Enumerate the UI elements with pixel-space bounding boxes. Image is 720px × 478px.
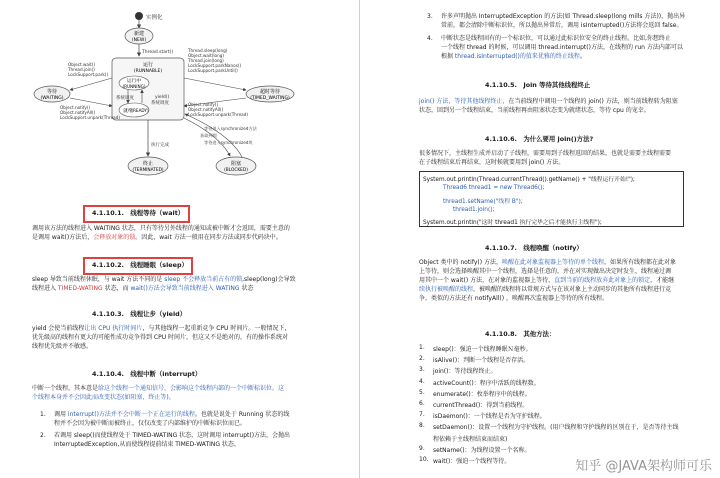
heading-notify: 4.1.10.7. 线程唤醒（notify） [485,244,583,252]
right-page [361,0,720,478]
label-from-wait-2: Object.notifyAll() [60,110,96,115]
para-interrupt-1: 中断一个线程，其本意是给这个线程一个通知信号，会影响这个线程内部的一个中断标识位。这 [32,385,285,392]
para-notify-1: Object 类中的 notify() 方法，唤醒在此对象监视器上等待的单个线程，如果所有线程都在此对象 [419,259,677,266]
code-line-4: thread1.join(); [453,207,495,213]
svg-text:运行: 运行 [142,62,154,68]
para-notify-2: 上等待，则会选择唤醒其中一个线程，选择是任意的，并在对实现做出决定时发生，线程通过调 [419,268,672,275]
para-sleep-2: 线程进入 TIMED-WATING 状态，而 wait()方法会导致当前线程进入 WATING 状态 [32,285,254,292]
svg-text:(READY): (READY) [131,108,149,113]
para-why-1: 很多情况下，主线程生成并启动了子线程，需要用到子线程返回的结果，也就是需要主线程需要 [419,150,672,157]
label-lock-wait: 等待进入synchronized方法 [204,126,257,131]
svg-text:运行中: 运行中 [126,79,142,84]
label-to-timed-4: LockSupport.parkNanos() [188,63,242,68]
code-line-3: thread1.setName("线程 B"); [443,199,523,205]
svg-text:(TERMINATED): (TERMINATED) [132,168,164,173]
heading-why-join: 4.1.10.6. 为什么要用 join()方法? [485,135,594,143]
svg-text:等待: 等待 [46,89,58,95]
label-thread-start: Thread.start() [142,50,174,55]
method-item: activeCount()：程序中活跃的线程数。 [433,379,540,387]
diagram-svg [30,6,330,196]
label-from-timed-2: Object.notifyAll() [188,107,224,112]
method-item-num: 5. [419,388,425,396]
para-yield-3: 线程优先级并不敏感。 [32,343,93,350]
start-node-icon [135,12,143,20]
state-terminated [128,157,168,175]
label-yield: yield() [155,95,170,100]
label-from-timed-3: LockSupport.unpark(Thread) [188,112,249,117]
svg-text:就绪: 就绪 [123,109,133,114]
watermark: 知乎 @JAVA架构师可乐 [575,459,712,474]
heading-other-methods: 4.1.10.8. 其他方法： [485,330,556,338]
para-notify-5: 争。类似的方法还有 notifyAll() ，唤醒再次监视器上等待的所有线程。 [419,295,608,302]
svg-text:(RUNNING): (RUNNING) [122,84,146,89]
para-yield-2: 优先级高的线程有更大的可能性成功竞争得到 CPU 时间片，但这又不是绝对的，有的操作系统对 [32,334,289,341]
list-item-interrupt-2: 2. [40,432,46,439]
method-item: currentThread()：得到当前线程。 [433,402,529,409]
heading-sleep: 4.1.10.2. 线程睡眠（sleep） [92,261,188,269]
li1-line2: 程并不会因为被中断而被终止，仅仅改变了内部维护的中断标识位而已。 [54,420,247,427]
label-instantiate: 实例化 [146,15,163,21]
li4-line2: 一个线程 thread 的时候，可以调用 thread.interrupt()方法，在线程的 run 方法内部可以 [441,44,683,51]
li4-line1: 中断状态是线程固有的一个标识位，可以通过此标识位安全的终止线程。比如,你想终止 [441,35,671,42]
svg-text:(RUNNABLE): (RUNNABLE) [133,69,163,74]
method-item-num: 8. [419,422,425,430]
label-sched2: 系统调度 [151,101,169,106]
label-to-timed-2: Object.wait(long) [188,53,225,58]
code-block [419,171,684,227]
heading-interrupt: 4.1.10.4. 线程中断（interrupt） [92,370,202,378]
para-interrupt-2: 个线程本身并不会因此而改变状态(如阻塞，终止等)。 [32,394,175,401]
heading-yield: 4.1.10.3. 线程让步（yield） [92,310,187,318]
method-item: sleep()：强迫一个线程睡眠Ｎ毫秒。 [433,346,532,353]
heading-wait: 4.1.10.1. 线程等待（wait） [92,209,185,217]
list-item-interrupt-4: 4. [427,35,433,42]
method-item: join()：等待线程终止。 [433,368,497,376]
method-item-num: 2. [419,355,425,363]
label-lock-get: 获取到锁 [200,133,217,138]
label-from-wait-1: Object.notify() [60,105,91,110]
svg-text:(NEW): (NEW) [131,38,147,43]
li3-line2: 常前，都会清除中断标识位，所以抛出异常后，调用 isInterrupted()方法将会返回 false。 [441,22,683,29]
label-to-timed-3: Thread.join(long) [188,58,224,63]
method-item: setName()：为线程设置一个名称。 [433,446,531,454]
li3-line1: 许多声明抛出 InterruptedException 的方法(如 Thread.sleep(long mills 方法))，抛出异 [441,13,686,20]
state-running [119,76,149,90]
method-item-num: 3. [419,366,425,374]
para-wait-1: 调用该方法的线程进入 WAITING 状态，只有等待另外线程的通知或被中断才会返回，需要主意的 [32,225,290,232]
label-to-wait-3: LockSupport.park() [68,72,109,77]
state-ready [119,103,149,117]
svg-text:终止: 终止 [142,161,154,167]
li4-line3: 根据 thread.isInterrupted()的值来优雅的终止线程。 [441,53,586,60]
thread-state-diagram [30,6,330,196]
method-item-num: 9. [419,444,425,452]
method-item-num: 4. [419,377,425,385]
method-item: isAlive()：判断一个线程是否存活。 [433,357,530,365]
svg-text:(TIMED_WAITING): (TIMED_WAITING) [250,96,290,101]
method-item: enumerate()：枚举程序中的线程。 [433,390,531,398]
state-new [125,28,153,44]
label-exec-done: 执行完成 [151,143,169,148]
state-waiting [34,86,70,102]
svg-text:阻塞: 阻塞 [230,161,242,167]
list-item-interrupt-1: 1. [40,411,46,418]
para-join-2: 状态，回到另一个线程结束，当前线程再由阻塞状态变为就绪状态，等待 cpu 的宠幸。 [419,107,650,114]
para-notify-3: 用其中一个 wait() 方法，在对象的监视器上等待，直到当前的线程放弃此对象上的锁定，才能继 [419,277,675,284]
code-line-5: System.out.println("这时 thread1 执行完毕之后才能执行主线程"); [423,220,602,226]
method-item: wait()：强迫一个线程等待。 [433,458,511,465]
label-to-timed-5: LockSupport.parkUntil() [188,68,238,73]
li1-line1: 调用 interrupt()方法并不会中断一个正在运行的线程。也就是说处于 Running 状态的线 [54,411,290,418]
label-to-timed-1: Thread.sleep(long) [188,48,228,53]
method-item: setDaemon()：设置一个线程为守护线程。(用户线程和守护线程的区别在于，是否等待主线 [433,424,679,432]
svg-text:超时等待: 超时等待 [259,89,281,95]
method-item-num: 7. [419,411,425,419]
para-sleep-1: sleep 导致当前线程休眠，与 wait 方法不同的是 sleep 不会释放当前占有的锁,sleep(long)会导致 [32,276,296,283]
para-yield-1: yield 会使当前线程让出 CPU 执行时间片，与其他线程一起重新竞争 CPU 时间片。一般情况下， [32,325,291,332]
svg-text:(WAITING): (WAITING) [40,96,64,101]
state-blocked [216,157,256,175]
code-line-1: System.out.println(Thread.currentThread().getName() + "线程运行开始!"); [423,177,635,183]
label-to-wait-1: Object.wait() [68,62,96,67]
li2-line2: InterruptedException,从而使线程提前结束 TIMED-WATING 状态。 [54,441,240,448]
method-item: isDaemon()：一个线程是否为守护线程。 [433,413,546,421]
li2-line1: 若调用 sleep()而使线程处于 TIMED-WATING 状态，这时调用 interrupt()方法，会抛出 [54,432,291,439]
label-lock-wait2: 等待进入synchronized块 [204,140,253,145]
code-line-2: Thread6 thread1 = new Thread6(); [443,185,545,191]
label-from-wait-3: LockSupport.unpark(Thread) [60,115,121,120]
para-notify-4: 续执行被唤醒的线程，被唤醒的线程将以常规方式与在该对象上主动同步的其他所有线程进行竞 [419,286,672,293]
list-item-interrupt-3: 3. [427,13,433,20]
para-why-2: 在子线程结束后再结束，这时候就要用到 join() 方法。 [419,159,565,166]
para-wait-2: 是调用 wait()方法后，会释放对象的锁。因此，wait 方法一般用在同步方法或同步代码块中。 [32,234,282,241]
svg-text:新建: 新建 [133,31,145,37]
heading-join: 4.1.10.5. Join 等待其他线程终止 [485,81,591,89]
label-sched: 系统调度 [116,96,134,101]
method-item-num: 6. [419,400,425,407]
method-item-num: 10. [419,456,429,463]
state-timed-waiting [246,86,294,102]
svg-text:(BLOCKED): (BLOCKED) [224,168,248,173]
label-from-timed-1: Object.notify() [188,102,219,107]
label-to-wait-2: Thread.join() [68,67,95,72]
method-item-num: 1. [419,344,425,351]
para-join-1: join() 方法，等待其他线程终止，在当前线程中调用一个线程的 join() 方法，则当前线程转为阻塞 [419,98,678,105]
method-item: 程依赖于主线程结束而结束) [433,435,508,443]
